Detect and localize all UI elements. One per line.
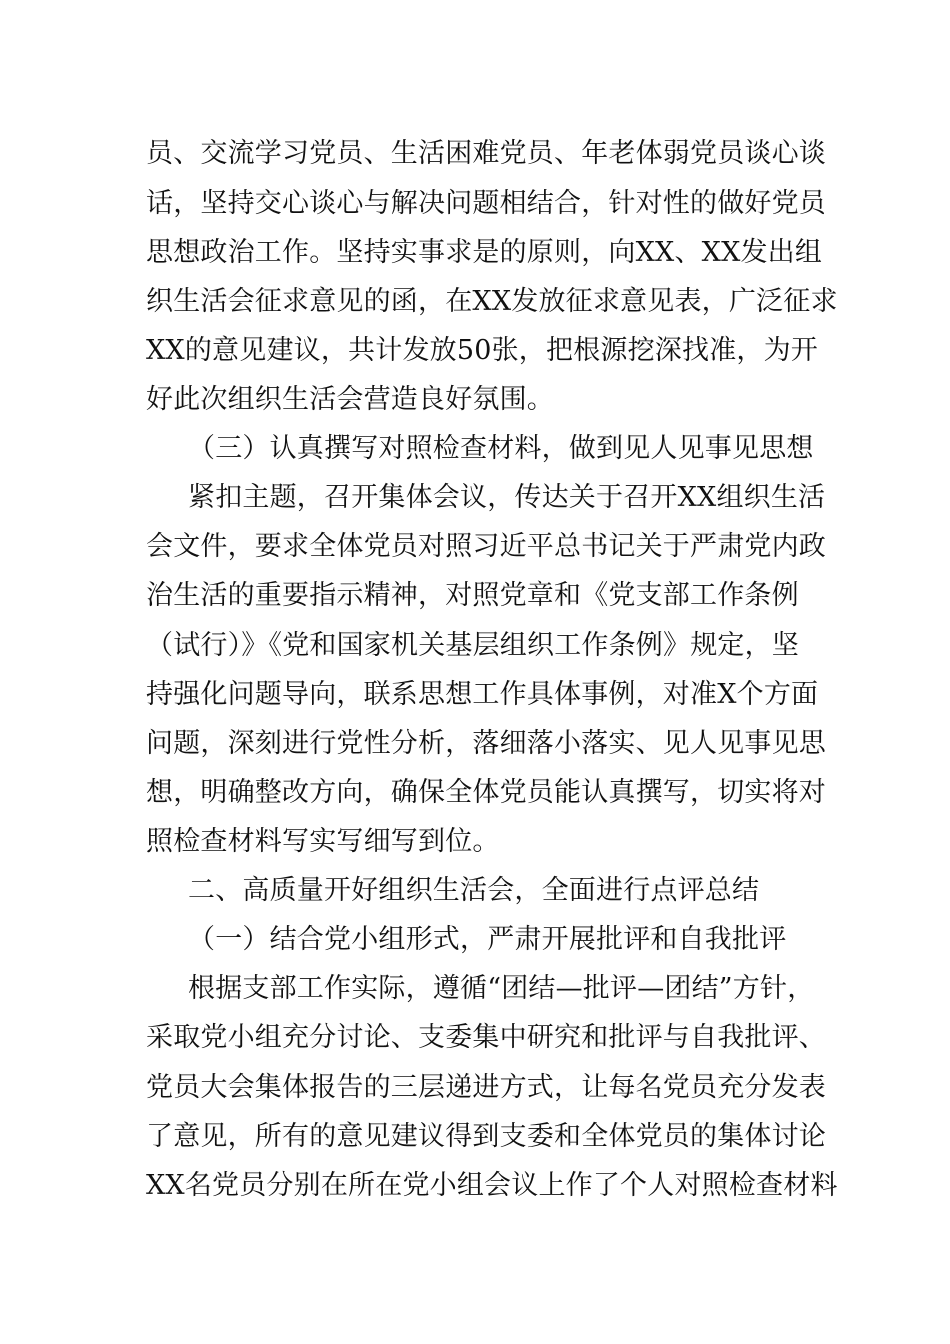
paragraph-start: 根据支部工作实际，遵循“团结—批评—团结”方针， [188,973,815,1004]
subsection-heading: （一）结合党小组形式，严肃开展批评和自我批评 [188,924,787,955]
text-line: 织生活会征求意见的函，在XX发放征求意见表，广泛征求 [146,286,838,317]
text-line: 治生活的重要指示精神，对照党章和《党支部工作条例 [146,580,799,611]
text-line: 想，明确整改方向，确保全体党员能认真撰写，切实将对 [146,777,826,808]
section-heading: （三）认真撰写对照检查材料，做到见人见事见思想 [188,433,814,464]
text-line: 问题，深刻进行党性分析，落细落小落实、见人见事见思 [146,728,826,759]
text-line: XX的意见建议，共计发放50张，把根源挖深找准，为开 [146,335,818,366]
text-line: 会文件，要求全体党员对照习近平总书记关于严肃党内政 [146,531,826,562]
text-line: 照检查材料写实写细写到位。 [146,826,500,857]
text-line: XX名党员分别在所在党小组会议上作了个人对照检查材料 [146,1170,838,1201]
text-line: 党员大会集体报告的三层递进方式，让每名党员充分发表 [146,1072,826,1103]
paragraph-start: 紧扣主题，召开集体会议，传达关于召开XX组织生活 [188,482,826,513]
text-line: 员、交流学习党员、生活困难党员、年老体弱党员谈心谈 [146,138,826,169]
text-line: 持强化问题导向，联系思想工作具体事例，对准X个方面 [146,679,819,710]
text-line: 思想政治工作。坚持实事求是的原则，向XX、XX发出组 [146,237,823,268]
text-line: （试行）》《党和国家机关基层组织工作条例》规定，坚 [146,630,799,661]
text-line: 话，坚持交心谈心与解决问题相结合，针对性的做好党员 [146,188,826,219]
text-line: 了意见，所有的意见建议得到支委和全体党员的集体讨论 [146,1121,826,1152]
text-line: 好此次组织生活会营造良好氛围。 [146,384,554,415]
text-line: 采取党小组充分讨论、支委集中研究和批评与自我批评、 [146,1022,826,1053]
section-heading: 二、高质量开好组织生活会，全面进行点评总结 [188,875,760,906]
